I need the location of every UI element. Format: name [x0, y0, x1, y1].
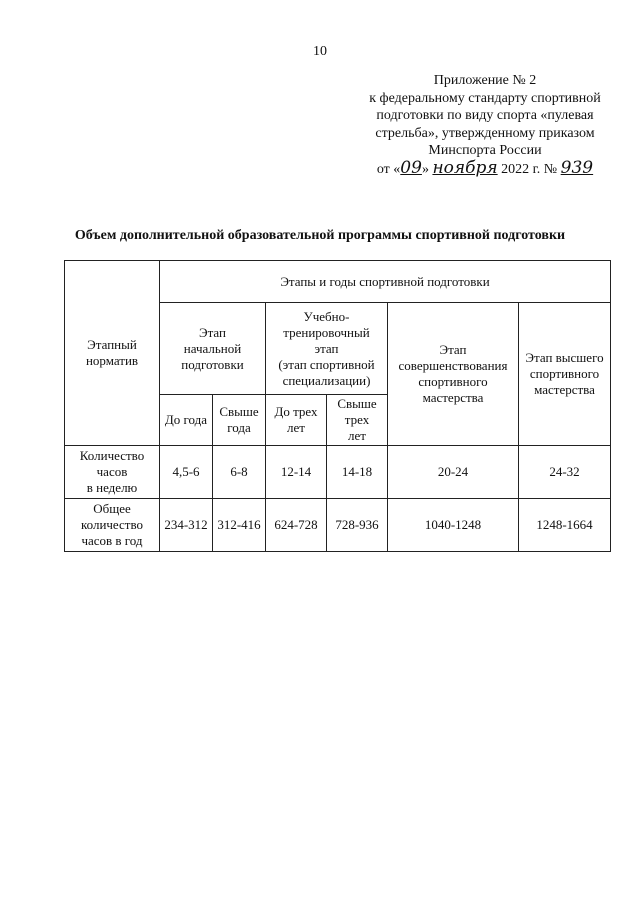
subheader-up-to-year: До года	[160, 395, 213, 446]
cell-value: 6-8	[213, 446, 266, 499]
subheader-up-to-three-years: До трех лет	[266, 395, 327, 446]
document-title: Объем дополнительной образовательной программы спортивной подготовки	[74, 228, 566, 243]
cell-value: 1040-1248	[388, 499, 519, 552]
appendix-line-4: стрельба», утвержденному приказом	[375, 125, 595, 141]
date-separator: »	[421, 161, 429, 177]
header-stage-training: Учебно- тренировочный этап (этап спортивной специализации)	[266, 303, 388, 395]
header-stages: Этапы и годы спортивной подготовки	[160, 261, 611, 303]
header-stage-highest: Этап высшего спортивного мастерства	[519, 303, 611, 446]
cell-value: 234-312	[160, 499, 213, 552]
cell-value: 312-416	[213, 499, 266, 552]
header-stage-improvement: Этап совершенствования спортивного мастерства	[388, 303, 519, 446]
subheader-over-year: Свыше года	[213, 395, 266, 446]
appendix-line-2: к федеральному стандарту спортивной	[369, 90, 601, 106]
cell-value: 1248-1664	[519, 499, 611, 552]
cell-value: 624-728	[266, 499, 327, 552]
handwritten-day: 09	[400, 157, 422, 178]
cell-value: 4,5-6	[160, 446, 213, 499]
row-label: Общее количество часов в год	[65, 499, 160, 552]
header-stage-initial: Этап начальной подготовки	[160, 303, 266, 395]
appendix-line-5: Минспорта России	[428, 143, 542, 158]
appendix-line-1: Приложение № 2	[433, 73, 537, 88]
cell-value: 728-936	[327, 499, 388, 552]
table-row	[65, 499, 611, 552]
page-number: 10	[313, 44, 327, 59]
appendix-header	[335, 72, 635, 178]
date-year: 2022 г. №	[501, 161, 558, 177]
program-volume-table	[64, 260, 611, 552]
subheader-over-three-years: Свыше трех лет	[327, 395, 388, 446]
cell-value: 20-24	[388, 446, 519, 499]
cell-value: 14-18	[327, 446, 388, 499]
appendix-line-3: подготовки по виду спорта «пулевая	[376, 108, 594, 123]
handwritten-order-number: 939	[560, 157, 594, 178]
order-date-line	[335, 157, 635, 179]
header-normative: Этапный норматив	[65, 261, 160, 446]
cell-value: 12-14	[266, 446, 327, 499]
handwritten-month: ноября	[432, 157, 498, 178]
row-label: Количество часов в неделю	[65, 446, 160, 499]
date-prefix: от «	[376, 161, 401, 177]
cell-value: 24-32	[519, 446, 611, 499]
table-row	[65, 446, 611, 499]
